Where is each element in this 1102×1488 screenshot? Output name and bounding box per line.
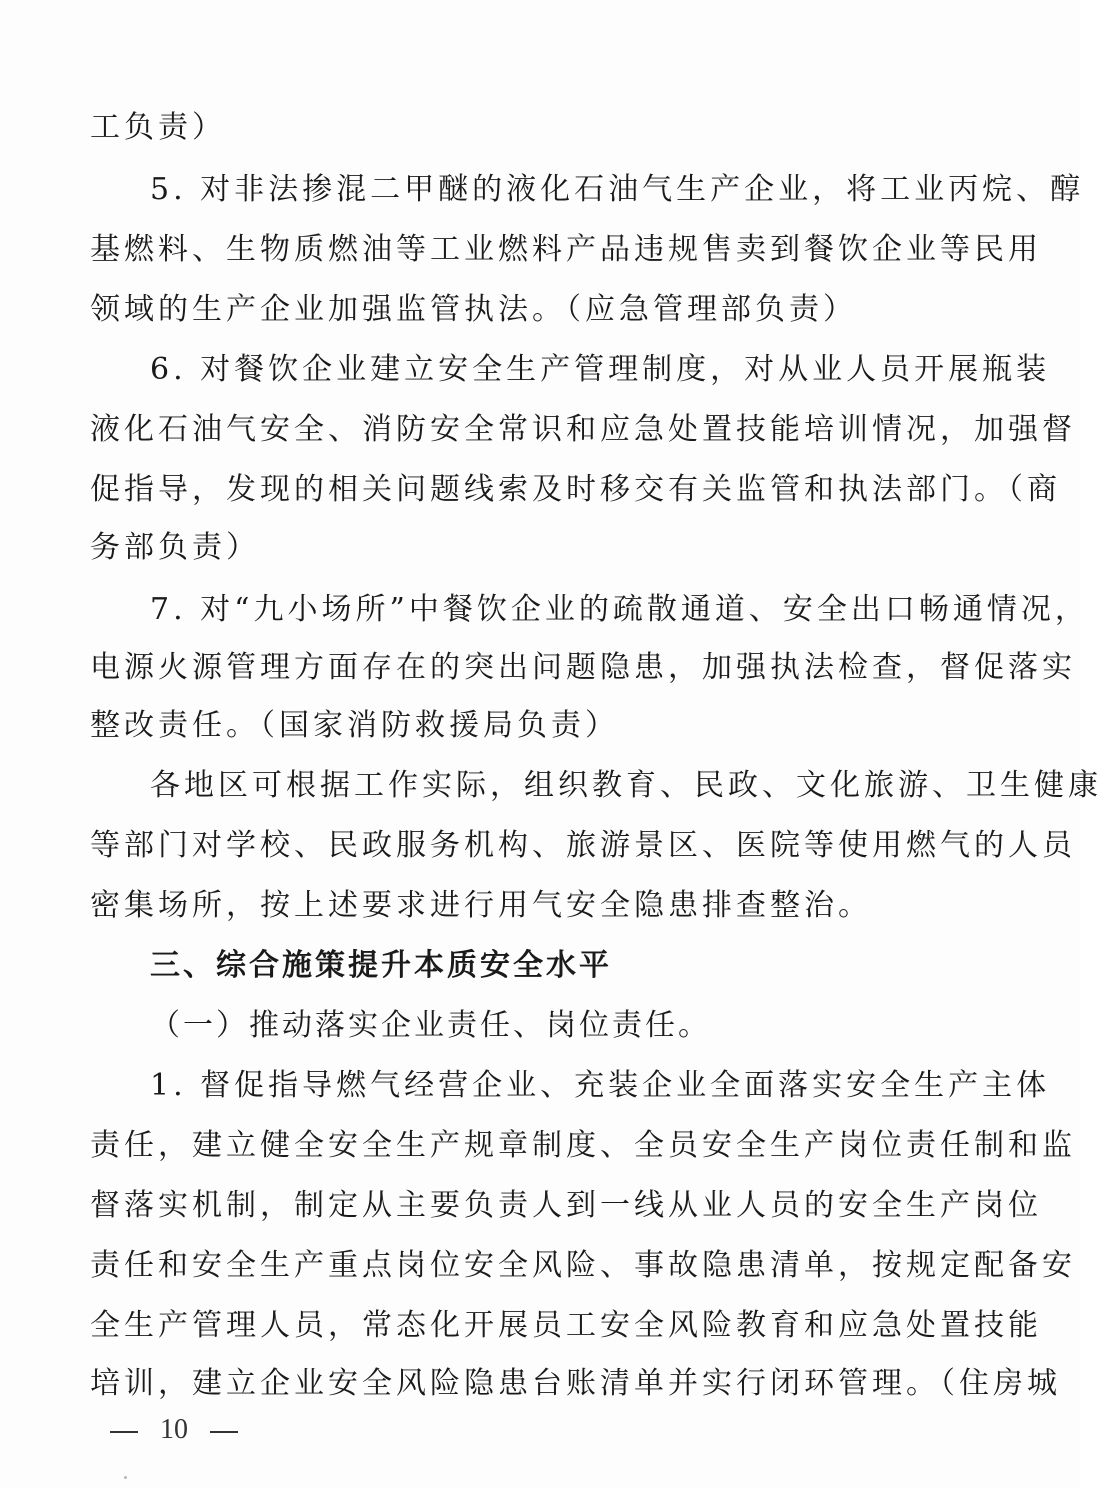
text-line: 培训，建立企业安全风险隐患台账清单并实行闭环管理。（住房城 — [90, 1366, 1061, 1401]
text-line: 液化石油气安全、消防安全常识和应急处置技能培训情况，加强督 — [90, 412, 1076, 447]
section-heading: 三、综合施策提升本质安全水平 — [150, 948, 612, 983]
text-line: 领域的生产企业加强监管执法。（应急管理部负责） — [90, 292, 857, 327]
text-line: 责任和安全生产重点岗位安全风险、事故隐患清单，按规定配备安 — [90, 1248, 1076, 1283]
text-line: 务部负责） — [90, 530, 260, 565]
footer-dash-left — [110, 1431, 138, 1433]
text-line: 督落实机制，制定从主要负责人到一线从业人员的安全生产岗位 — [90, 1188, 1042, 1223]
text-line: 电源火源管理方面存在的突出问题隐患，加强执法检查，督促落实 — [90, 650, 1076, 685]
paragraph-item-5: 5. 对非法掺混二甲醚的液化石油气生产企业，将工业丙烷、醇 — [150, 172, 1085, 207]
text-line: 基燃料、生物质燃油等工业燃料产品违规售卖到餐饮企业等民用 — [90, 232, 1042, 267]
paragraph-item-7: 7. 对“九小场所”中餐饮企业的疏散通道、安全出口畅通情况， — [150, 592, 1089, 627]
text-line: 等部门对学校、民政服务机构、旅游景区、医院等使用燃气的人员 — [90, 828, 1076, 863]
paragraph-regional: 各地区可根据工作实际，组织教育、民政、文化旅游、卫生健康 — [150, 768, 1102, 803]
subsection-heading: （一）推动落实企业责任、岗位责任。 — [150, 1008, 711, 1043]
text-line: 整改责任。（国家消防救援局负责） — [90, 708, 619, 743]
paragraph-item-6: 6. 对餐饮企业建立安全生产管理制度，对从业人员开展瓶装 — [150, 352, 1051, 387]
page-number: 10 — [160, 1414, 188, 1445]
text-line: 工负责） — [90, 110, 226, 145]
scan-speck — [124, 1476, 127, 1479]
text-line: 密集场所，按上述要求进行用气安全隐患排查整治。 — [90, 888, 872, 923]
footer-dash-right — [210, 1431, 238, 1433]
text-line: 促指导，发现的相关问题线索及时移交有关监管和执法部门。（商 — [90, 472, 1061, 507]
page-footer — [110, 1400, 238, 1460]
text-line: 责任，建立健全安全生产规章制度、全员安全生产岗位责任制和监 — [90, 1128, 1076, 1163]
paragraph-item-1: 1. 督促指导燃气经营企业、充装企业全面落实安全生产主体 — [150, 1068, 1051, 1103]
text-line: 全生产管理人员，常态化开展员工安全风险教育和应急处置技能 — [90, 1308, 1042, 1343]
